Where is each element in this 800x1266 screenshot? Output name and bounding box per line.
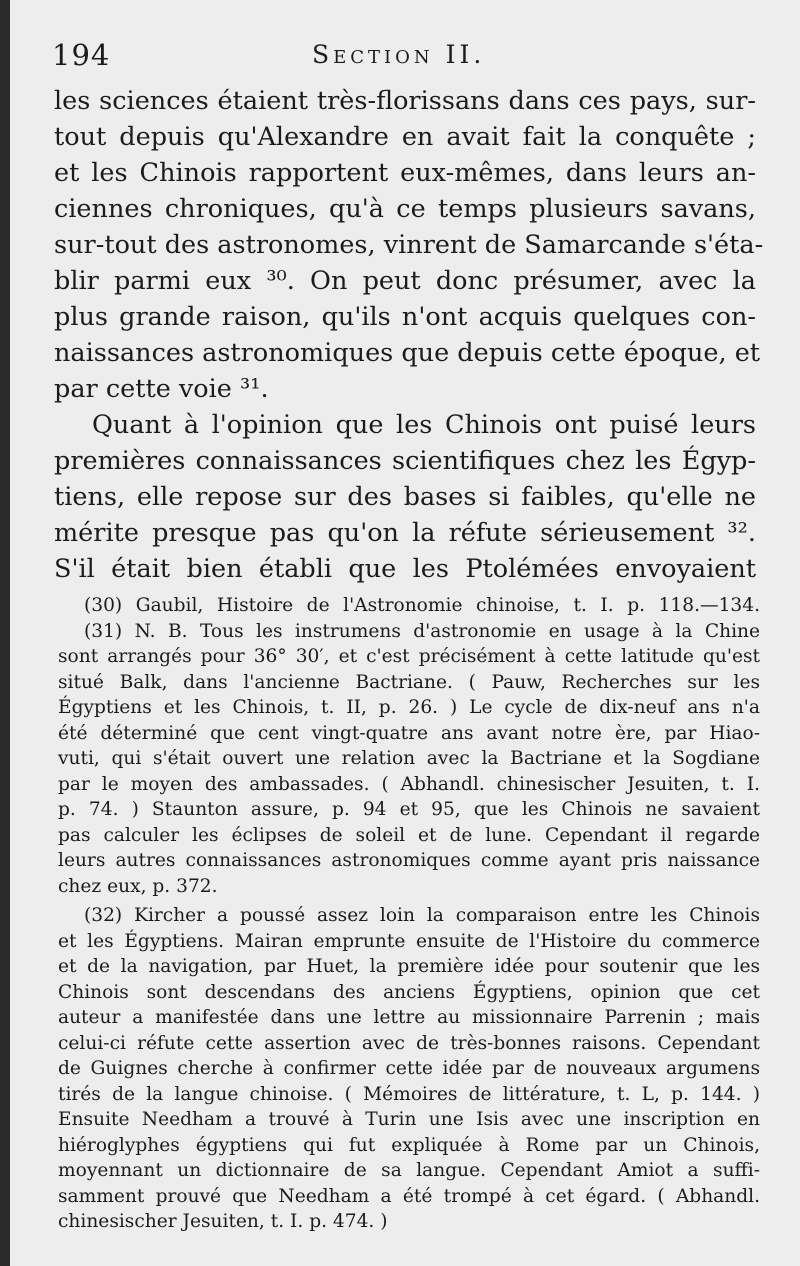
footnote-line: (30) Gaubil, Histoire de l'Astronomie chinoise, t. I. p. 118.—134. <box>84 595 760 616</box>
footnote-line: pas calculer les éclipses de soleil et de lune. Cependant il regarde <box>58 824 760 846</box>
footnote-line: moyennant un dictionnaire de sa langue. Cependant Amiot a suffi- <box>58 1160 760 1181</box>
footnote-line: p. 74. ) Staunton assure, p. 94 et 95, que les Chinois ne savaient <box>58 799 760 820</box>
footnote-line: tirés de la langue chinoise. ( Mémoires de littérature, t. L, p. 144. ) <box>58 1083 760 1105</box>
main-text <box>54 83 764 587</box>
footnote-line: Égyptiens et les Chinois, t. II, p. 26. ) Le cycle de dix-neuf ans n'a <box>58 697 760 718</box>
footnote-line: de Guignes cherche à confirmer cette idée par de nouveaux argumens <box>58 1058 760 1079</box>
footnote-line: Ensuite Needham a trouvé à Turin une Isis avec une inscription en <box>58 1109 760 1130</box>
footnote-line: chez eux, p. 372. <box>58 875 218 897</box>
footnote-line: leurs autres connaissances astronomiques comme ayant pris naissance <box>58 850 760 871</box>
footnote-line: (32) Kircher a poussé assez loin la comparaison entre les Chinois <box>84 905 760 926</box>
footnote-line: et les Égyptiens. Mairan emprunte ensuite de l'Histoire du commerce <box>58 930 760 952</box>
footnote-line: Chinois sont descendans des anciens Égyptiens, opinion que cet <box>58 981 760 1003</box>
footnote-line: par le moyen des ambassades. ( Abhandl. chinesischer Jesuiten, t. I. <box>58 773 760 795</box>
footnotes <box>58 593 760 1235</box>
footnote-line: sont arrangés pour 36° 30′, et c'est précisément à cette latitude qu'est <box>58 646 760 667</box>
footnote-line: (31) N. B. Tous les instrumens d'astronomie en usage à la Chine <box>84 620 760 642</box>
text-line: les sciences étaient très-florissans dans ces pays, sur- <box>54 86 756 116</box>
text-line: tiens, elle repose sur des bases si faibles, qu'elle ne <box>54 482 756 512</box>
text-line: premières connaissances scientifiques chez les Égyp- <box>54 446 756 476</box>
text-line: sur-tout des astronomes, vinrent de Samarcande s'éta- <box>54 230 764 260</box>
footnote-line: vuti, qui s'était ouvert une relation avec la Bactriane et la Sogdiane <box>58 748 760 769</box>
footnote-line: été déterminé que cent vingt-quatre ans avant notre ère, par Hiao- <box>58 722 760 744</box>
text-line: par cette voie ³¹. <box>54 374 269 404</box>
text-line: et les Chinois rapportent eux-mêmes, dans leurs an- <box>54 158 756 188</box>
text-line: mérite presque pas qu'on la réfute sérieusement ³². <box>54 518 756 548</box>
text-line: blir parmi eux ³⁰. On peut donc présumer, avec la <box>54 266 756 296</box>
footnote-line: celui-ci réfute cette assertion avec de très-bonnes raisons. Cependant <box>58 1032 760 1054</box>
text-line: tout depuis qu'Alexandre en avait fait la conquête ; <box>54 122 756 152</box>
footnote-line: auteur a manifestée dans une lettre au missionnaire Parrenin ; mais <box>58 1007 760 1028</box>
footnote-line: et de la navigation, par Huet, la première idée pour soutenir que les <box>58 956 760 977</box>
running-header <box>52 38 752 78</box>
footnote-line: hiéroglyphes égyptiens qui fut expliquée à Rome par un Chinois, <box>58 1134 760 1156</box>
text-line: naissances astronomiques que depuis cette époque, et <box>54 338 761 368</box>
text-line: Quant à l'opinion que les Chinois ont puisé leurs <box>92 410 756 440</box>
footnote-line: chinesischer Jesuiten, t. I. p. 474. ) <box>58 1211 388 1232</box>
text-line: S'il était bien établi que les Ptolémées envoyaient <box>54 554 756 584</box>
text-line: ciennes chroniques, qu'à ce temps plusieurs savans, <box>54 194 756 224</box>
section-title: Section II. <box>312 40 486 69</box>
page-number: 194 <box>52 38 111 72</box>
text-line: plus grande raison, qu'ils n'ont acquis quelques con- <box>54 302 756 332</box>
footnote-line: situé Balk, dans l'ancienne Bactriane. ( Pauw, Recherches sur les <box>58 671 760 693</box>
footnote-line: samment prouvé que Needham a été trompé à cet égard. ( Abhandl. <box>58 1185 760 1207</box>
